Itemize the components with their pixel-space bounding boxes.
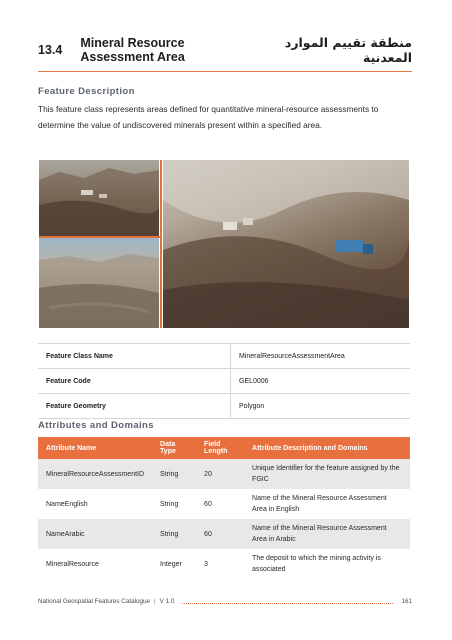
page-number: 161 (401, 598, 412, 605)
attribute-name: NameEnglish (46, 500, 88, 508)
attribute-type: String (160, 500, 179, 508)
attribute-type: String (152, 519, 196, 549)
footer-dotted-leader (182, 599, 393, 604)
attribute-description: Name of the Mineral Resource Assessment Area in English (252, 495, 387, 513)
photo-divider (39, 236, 160, 238)
photo-quarry-top-left (39, 160, 159, 236)
column-header: Data Type (152, 437, 196, 459)
page-footer (38, 598, 412, 605)
attributes-heading: Attributes and Domains (38, 420, 154, 431)
table-row (38, 344, 410, 369)
section-header (38, 35, 412, 65)
photo-open-pit-bottom-left (39, 238, 159, 328)
info-value: Polygon (231, 394, 411, 419)
attribute-name: MineralResourceAssessmentID (38, 459, 152, 489)
attribute-length: 3 (204, 560, 208, 568)
footer-version: V 1.0 (159, 598, 175, 605)
section-title: Mineral Resource Assessment Area (80, 36, 185, 64)
info-key: Feature Geometry (38, 394, 231, 419)
attribute-description: Name of the Mineral Resource Assessment Area in Arabic (244, 519, 410, 549)
photo-divider (160, 160, 162, 328)
table-row (38, 394, 410, 419)
feature-description-text: This feature class represents areas defined for quantitative mineral-resource assessments to determine the value of undiscovered minerals present within a specified area. (38, 104, 379, 130)
table-header-row (38, 437, 410, 459)
section-number: 13.4 (38, 43, 63, 57)
info-key: Feature Code (38, 369, 231, 394)
table-row (38, 459, 410, 489)
feature-description-heading: Feature Description (38, 86, 135, 97)
table-row (38, 549, 410, 579)
attribute-type: String (152, 459, 196, 489)
footer-separator: | (154, 598, 156, 605)
info-value: MineralResourceAssessmentArea (231, 344, 411, 369)
photo-mine-with-truck (163, 160, 409, 328)
info-key: Feature Class Name (38, 344, 231, 369)
attributes-table (38, 437, 410, 579)
attribute-type: Integer (160, 560, 182, 568)
attribute-length: 20 (196, 459, 244, 489)
info-value: GEL0006 (231, 369, 411, 394)
attribute-length: 60 (196, 519, 244, 549)
mining-photo-collage (39, 160, 409, 328)
attribute-name: NameArabic (38, 519, 152, 549)
table-row (38, 519, 410, 549)
column-header: Attribute Name (38, 437, 152, 459)
column-header: Attribute Description and Domains (244, 437, 410, 459)
column-header: Field Length (196, 437, 244, 459)
header-rule (38, 71, 412, 72)
section-title-arabic: منطقة تقييم الموارد المعدنية (284, 35, 412, 65)
feature-info-table (38, 343, 410, 419)
attribute-description: The deposit to which the mining activity is associated (252, 555, 381, 573)
attribute-name: MineralResource (46, 560, 99, 568)
footer-catalogue: National Geospatial Features Catalogue (38, 598, 151, 605)
table-row (38, 369, 410, 394)
attribute-description: Unique Identifier for the feature assigned by the FGIC (244, 459, 410, 489)
attribute-length: 60 (204, 500, 212, 508)
table-row (38, 489, 410, 519)
